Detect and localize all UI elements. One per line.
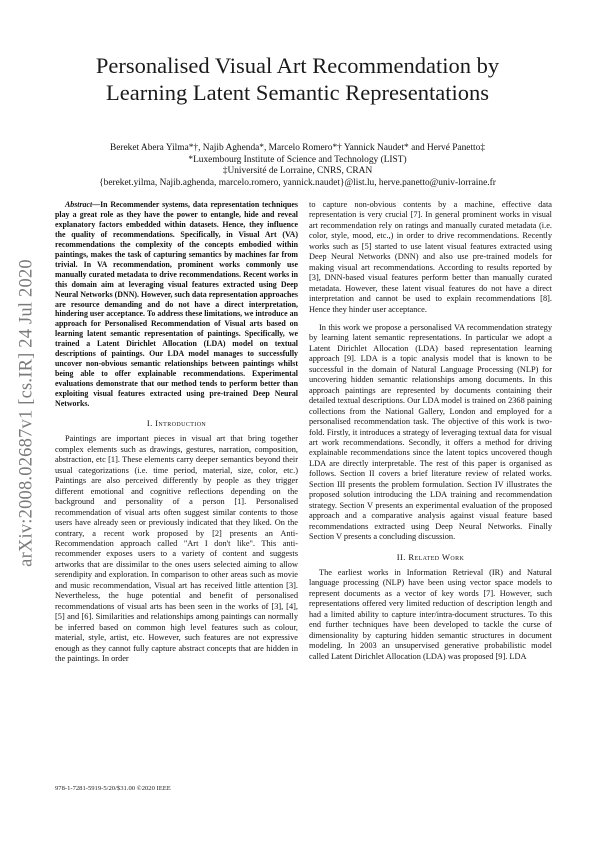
title-line-2: Learning Latent Semantic Representations: [106, 80, 489, 105]
left-column: [55, 200, 298, 664]
abstract-label: Abstract: [65, 200, 93, 209]
intro-paragraph-1: Paintings are important pieces in visual art that bring together complex elements such as drawings, gestures, narration, composition, abstraction, etc [1]. These elements carry deeper semantics beyond their usual categorizations (i.e. time period, material, size, color, etc.) Paintings are also perceived differently by people as they trigger different emotional and cognitive reflections depending on the background and personality of a person [1]. Personalised recommendation of visual arts often suggest similar contents to those users have already seen or previously indicated that they liked. On the contrary, a recent work proposed by [2] presents an Anti-Recommendation approach called "Art I don't like". This anti-recommender exposes users to a variety of content and suggests artworks that are dissimilar to the ones users selected aiming to allow serendipity and exploration. In comparison to other areas such as movie and music recommendation, Visual art has received little attention [3]. Nevertheless, the huge potential and benefit of personalised recommendations of visual arts has been seen in the works of [3], [4], [5] and [6]. Similarities and relationships among paintings can normally be inferred based on common high level features such as colour, material, style, artist, etc. However, such features are not expressive enough as they cannot fully capture abstract concepts that are hidden in the paintings. In order: [55, 434, 298, 663]
abstract: [55, 200, 298, 409]
title-line-1: Personalised Visual Art Recommendation by: [95, 53, 500, 78]
related-work-paragraph-1: The earliest works in Information Retrieval (IR) and Natural language processing (NLP) have been using vector space models to represent documents as a vector of key words [7]. However, such representations offered very limited reduction of description length and had a limited ability to capture inter/intra-document structures. To this end further techniques have been developed to tackle the curse of dimensionality by capturing hidden semantic structures in document modeling. In 2003 an unsupervised generative probabilistic model called Latent Dirichlet Allocation (LDA) was proposed [9]. LDA: [309, 567, 552, 661]
arxiv-stamp: [14, 238, 40, 588]
affiliation-1: *Luxembourg Institute of Science and Technology (LIST): [188, 154, 407, 165]
intro-paragraph-3: In this work we propose a personalised VA recommendation strategy by learning latent semantic representations. In particular we adopt a Latent Dirichlet Allocation (LDA) based representation learning approach [9]. LDA is a topic analysis model that is known to be successful in the domain of Natural Language Processing (NLP) for uncovering hidden semantic relationships among documents. In this approach paintings are represented by documents containing their detailed textual descriptions. Our LDA model is trained on 2368 paining collections from the National Gallery, London and employed for a personalised recommendation task. The objective of this work is two-fold. Firstly, it introduces a strategy of leveraging textual data for visual art work recommendations. Secondly, it offers a method for driving explainable recommendations since the latent topics uncovered though LDA are directly interpretable. The rest of this paper is organised as follows. Section II covers a brief literature review of related works. Section III presents the problem formulation. Section IV illustrates the proposed solution introducing the LDA training and recommendation strategy. Section V presents an experimental evaluation of the proposed approach and a comparative analysis against visual feature based recommendations extracted using Deep Neural Networks. Finally Section V presents a concluding discussion.: [309, 322, 552, 542]
copyright-footer: 978-1-7281-5919-5/20/$31.00 ©2020 IEEE: [55, 785, 171, 792]
right-column: [309, 200, 552, 662]
section-heading-introduction: I. Introduction: [146, 418, 207, 429]
affiliation-2: ‡Université de Lorraine, CNRS, CRAN: [222, 166, 373, 177]
intro-paragraph-2: to capture non-obvious contents by a machine, effective data representation is very crucial [7]. In general prominent works in visual art recommendation rely on ratings and manually curated metadata (i.e. color, style, mood, etc.,) in order to drive recommendations. Recently works such as [5] started to use latent visual features extracted using Deep Neural Networks (DNN) and also use pre-trained models for making visual art recommendations. According to results reported by [3], DNN-based visual features perform better than manually curated metadata. However, these latent visual features do not have a direct interpretation and cannot be used to explain recommendations [8]. Hence they hinder user acceptance.: [309, 200, 552, 314]
section-heading-related-work: II. Related Work: [396, 551, 465, 562]
author-emails: {bereket.yilma, Najib.aghenda, marcelo.romero, yannick.naudet}@list.lu, herve.panetto@univ-lorraine.fr: [99, 177, 496, 188]
arxiv-stamp-text: arXiv:2008.02687v1 [cs.IR] 24 Jul 2020: [16, 259, 37, 567]
abstract-text: —In Recommender systems, data representation techniques play a great role as they have the power to entangle, hide and reveal explanatory factors embedded within datasets. Hence, they influence the quality of recommendations. Specifically, in Visual Art (VA) recommendations the complexity of the concepts embodied within paintings, makes the task of capturing semantics by machines far from trivial. In VA recommendation, prominent works commonly use manually curated metadata to drive recommendations. Recent works in this domain aim at leveraging visual features extracted using Deep Neural Networks (DNN). However, such data representation approaches are resource demanding and do not have a direct interpretation, hindering user acceptance. To address these limitations, we introduce an approach for Personalised Recommendation of Visual arts based on learning latent semantic representation of paintings. Specifically, we trained a Latent Dirichlet Allocation (LDA) model on textual descriptions of paintings. Our LDA model manages to successfully uncover non-obvious semantic relationships between paintings whilst being able to offer explainable recommendations. Experimental evaluations demonstrate that our method tends to perform better than exploiting visual features extracted using pre-trained Deep Neural Networks.: [55, 200, 298, 409]
paper-title: [60, 52, 535, 106]
author-names: Bereket Abera Yilma*†, Najib Aghenda*, Marcelo Romero*† Yannick Naudet* and Hervé Panetto‡: [109, 143, 486, 153]
author-block: [55, 143, 540, 189]
